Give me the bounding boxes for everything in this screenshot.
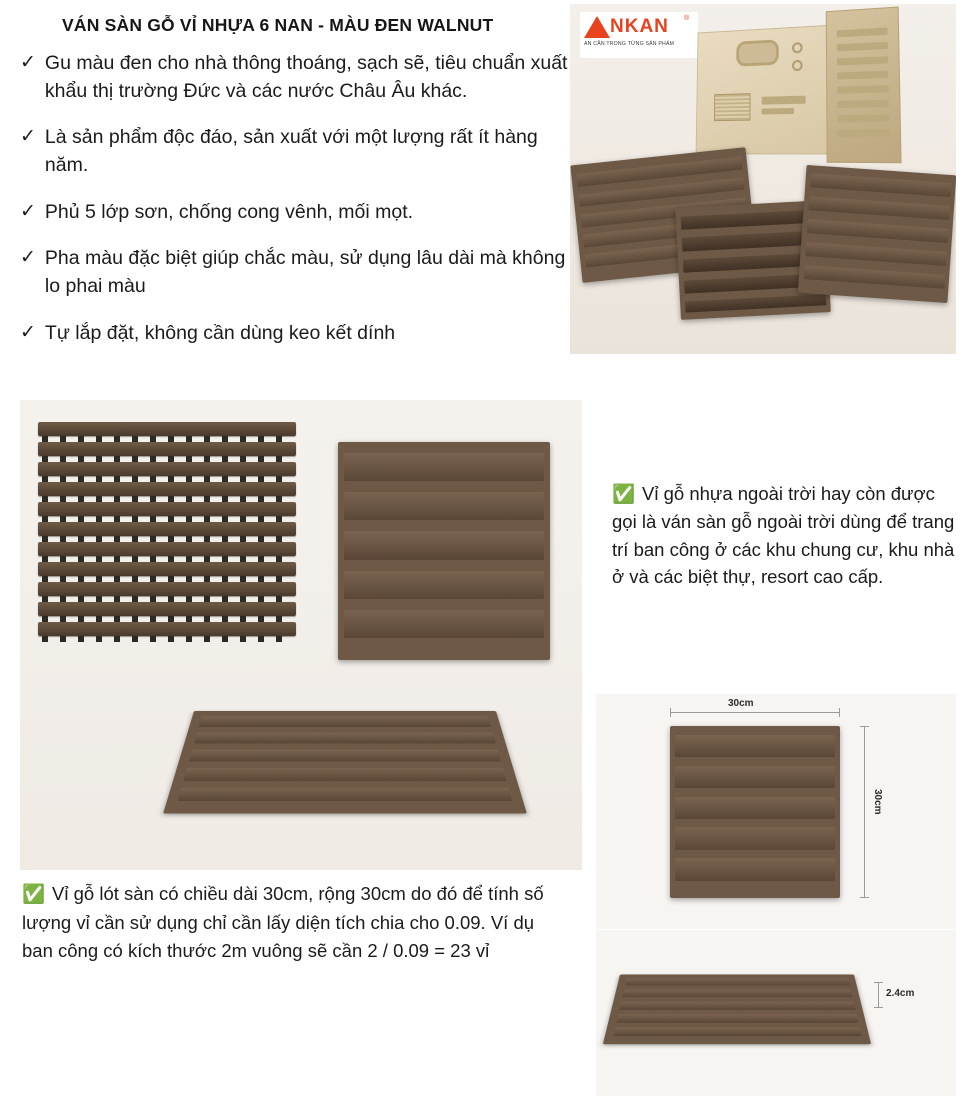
height-dimension-label: 30cm: [872, 789, 883, 815]
tile-dimensions-photo: [596, 694, 956, 929]
product-box-and-tiles-photo: [570, 4, 956, 354]
width-dimension-label: 30cm: [728, 698, 754, 709]
registered-icon: ®: [684, 15, 690, 22]
wood-tile: [603, 975, 871, 1045]
brand-name: NKAN: [610, 16, 669, 37]
thickness-dimension-label: 2.4cm: [886, 988, 915, 999]
check-icon: ✅: [22, 883, 46, 904]
bottom-description-paragraph: [22, 880, 567, 966]
right-description-text: Vỉ gỗ nhựa ngoài trời hay còn được gọi là ván sàn gỗ ngoài trời dùng để trang trí ban công ở các khu chung cư, khu nhà ở và các biệt thự, resort cao cấp.: [612, 483, 955, 588]
tile-stack-illustration: [38, 422, 308, 662]
list-item: [20, 320, 568, 348]
list-item-text: Phủ 5 lớp sơn, chống cong vênh, mối mọt.: [44, 200, 414, 223]
check-icon: ✓: [20, 247, 36, 269]
list-item: [20, 124, 568, 179]
triangle-a-icon: [584, 16, 610, 38]
check-icon: ✓: [20, 126, 36, 148]
list-item-text: Gu màu đen cho nhà thông thoáng, sạch sẽ, tiêu chuẩn xuất khẩu thị trường Đức và các nước Châu Âu khác.: [44, 52, 568, 102]
wood-tile: [798, 165, 956, 303]
wood-tile: [670, 726, 840, 898]
list-item-text: Tự lắp đặt, không cần dùng keo kết dính: [44, 321, 396, 344]
bottom-description-text: Vỉ gỗ lót sàn có chiều dài 30cm, rộng 30cm do đó để tính số lượng vỉ cần sử dụng chỉ cần lấy diện tích chia cho 0.09. Ví dụ ban công có kích thước 2m vuông sẽ cần 2 / 0.09 = 23 vỉ: [22, 883, 544, 962]
brand-logo: [580, 12, 698, 58]
right-description-paragraph: [612, 480, 956, 591]
tile-side-view-photo: [596, 930, 956, 1096]
feature-list: [20, 50, 568, 367]
list-item: [20, 199, 568, 227]
carton-box-illustration: [695, 7, 900, 164]
page-title: VÁN SÀN GỖ VỈ NHỰA 6 NAN - MÀU ĐEN WALNUT: [62, 15, 494, 35]
list-item: [20, 245, 568, 300]
list-item-text: Pha màu đặc biệt giúp chắc màu, sử dụng lâu dài mà không lo phai màu: [44, 247, 566, 298]
brand-tagline: AN CẦN TRONG TỪNG SẢN PHẨM: [584, 41, 675, 47]
list-item: [20, 50, 568, 105]
check-icon: ✓: [20, 321, 36, 343]
stacked-tiles-photo: [20, 400, 582, 870]
single-tile-front-view: [338, 442, 550, 660]
check-icon: ✅: [612, 483, 636, 504]
single-tile-perspective-view: [163, 711, 527, 813]
check-icon: ✓: [20, 52, 36, 73]
list-item-text: Là sản phẩm độc đáo, sản xuất với một lượng rất ít hàng năm.: [44, 126, 538, 177]
check-icon: ✓: [20, 200, 36, 222]
